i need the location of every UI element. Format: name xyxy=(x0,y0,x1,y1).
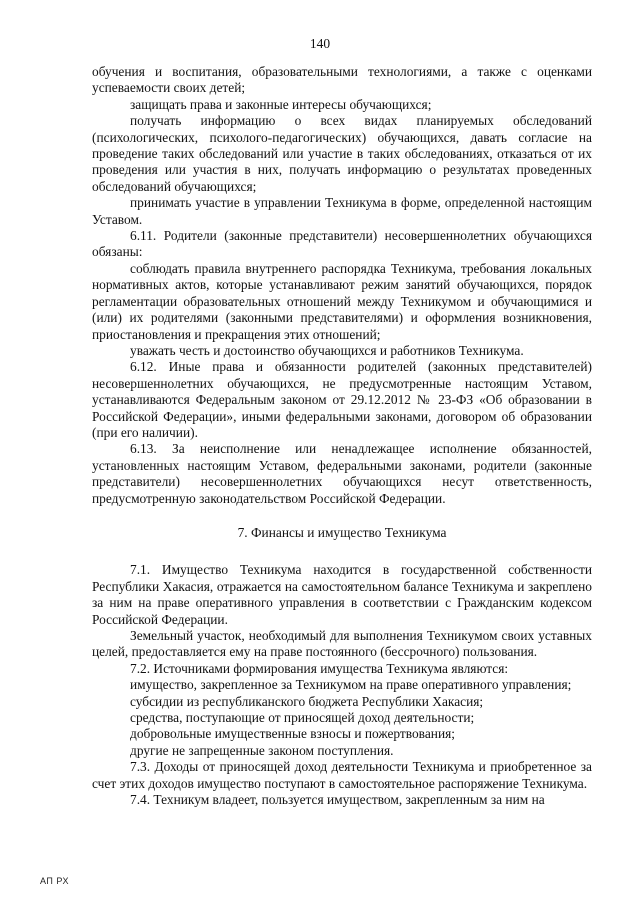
paragraph: 7.1. Имущество Техникума находится в государственной собственности Республики Хакасия, отражается на самостоятельном балансе Техникума и закреплено за ним на праве оперативного управления в соответствии с Гражданским кодексом Российской Федерации. xyxy=(92,562,592,627)
paragraph: защищать права и законные интересы обучающихся; xyxy=(130,96,432,112)
paragraph: уважать честь и достоинство обучающихся и работников Техникума. xyxy=(130,342,524,358)
paragraph: 6.11. Родители (законные представители) несовершеннолетних обучающихся обязаны: xyxy=(92,228,592,260)
paragraph: 7.4. Техникум владеет, пользуется имуществом, закрепленным за ним на xyxy=(130,792,545,808)
paragraph: получать информацию о всех видах планируемых обследований (психологических, психолого-педагогических) обучающихся, давать согласие на проведение таких обследований или участие в таких обследованиях, отказаться от их проведения или участия в них, получать информацию о результатах проведенных обследований обучающихся; xyxy=(92,113,592,194)
paragraph: другие не запрещенные законом поступления. xyxy=(130,742,394,758)
paragraph: 6.12. Иные права и обязанности родителей (законных представителей) несовершеннолетних обучающихся, не предусмотренные настоящим Уставом, устанавливаются Федеральным законом от 29.12.2012 № 23-ФЗ «Об образовании в Российской Федерации», иными федеральными законами, договором об образовании (при его наличии). xyxy=(92,359,592,440)
paragraph: обучения и воспитания, образовательными технологиями, а также с оценками успеваемости своих детей; xyxy=(92,64,592,96)
paragraph: средства, поступающие от приносящей доход деятельности; xyxy=(130,710,475,726)
paragraph: соблюдать правила внутреннего распорядка Техникума, требования локальных нормативных актов, которые устанавливают режим занятий обучающихся, порядок регламентации образовательных отношений между Техникумом и обучающимися и (или) их родителями (законными представителями) и оформления возникновения, приостановления и прекращения этих отношений; xyxy=(92,260,592,342)
paragraph: принимать участие в управлении Техникума в форме, определенной настоящим Уставом. xyxy=(92,195,592,227)
paragraph: Земельный участок, необходимый для выполнения Техникумом своих уставных целей, предоставляется ему на праве постоянного (бессрочного) пользования. xyxy=(92,628,592,660)
document-body xyxy=(92,64,592,808)
paragraph: 6.13. За неисполнение или ненадлежащее исполнение обязанностей, установленных настоящим Уставом, федеральными законами, родители (законные представители) несовершеннолетних обучающихся несут ответственность, предусмотренную законодательством Российской Федерации. xyxy=(92,441,592,506)
paragraph: добровольные имущественные взносы и пожертвования; xyxy=(130,726,455,742)
footer-mark: АП РХ xyxy=(40,876,69,886)
section-heading: 7. Финансы и имущество Техникума xyxy=(237,524,447,540)
paragraph: имущество, закрепленное за Техникумом на праве оперативного управления; xyxy=(130,677,572,693)
paragraph: субсидии из республиканского бюджета Республики Хакасия; xyxy=(130,693,484,709)
page-number: 140 xyxy=(309,36,331,51)
paragraph: 7.2. Источниками формирования имущества Техникума являются: xyxy=(130,660,509,676)
paragraph: 7.3. Доходы от приносящей доход деятельности Техникума и приобретенное за счет этих доходов имущество поступают в самостоятельное распоряжение Техникума. xyxy=(92,759,592,791)
